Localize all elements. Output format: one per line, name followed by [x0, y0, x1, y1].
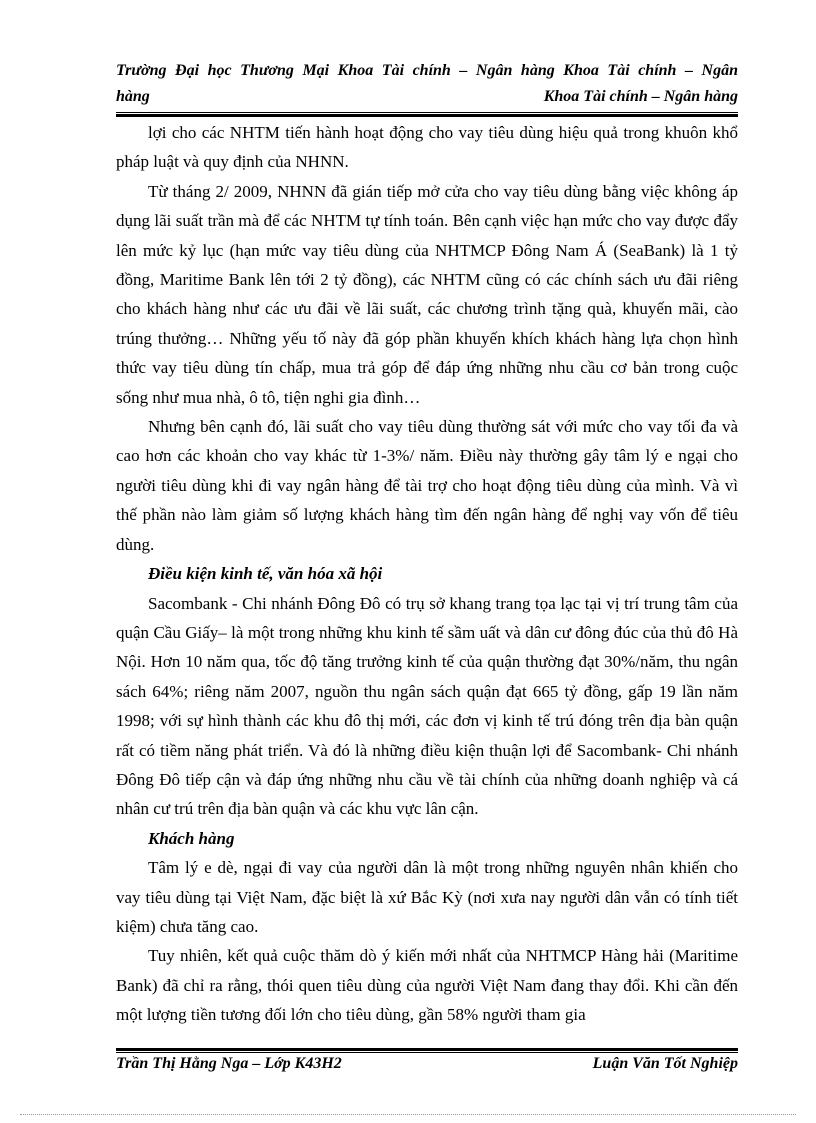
- header-line-2: [116, 84, 738, 110]
- page-footer: [116, 1052, 738, 1076]
- header-line-2-left: hàng: [116, 88, 150, 105]
- paragraph: lợi cho các NHTM tiến hành hoạt động cho vay tiêu dùng hiệu quả trong khuôn khổ pháp luật và quy định của NHNN.: [116, 123, 738, 172]
- document-body: [116, 118, 738, 1030]
- page-header: [116, 58, 738, 110]
- paragraph: Tâm lý e dè, ngại đi vay của người dân là một trong những nguyên nhân khiến cho vay tiêu dùng tại Việt Nam, đặc biệt là xứ Bắc Kỳ (nơi xưa nay người dân vẫn có tính tiết kiệm) chưa tăng cao.: [116, 858, 738, 936]
- footer-author: Trần Thị Hằng Nga – Lớp K43H2: [116, 1055, 342, 1072]
- page-boundary: [20, 1114, 796, 1115]
- header-line-1: Trường Đại học Thương Mại Khoa Tài chính – Ngân hàng Khoa Tài chính – Ngân: [116, 62, 738, 79]
- paragraph: Từ tháng 2/ 2009, NHNN đã gián tiếp mở cửa cho vay tiêu dùng bằng việc không áp dụng lãi suất trần mà để các NHTM tự tính toán. Bên cạnh việc hạn mức cho vay được đẩy lên mức kỷ lục (hạn mức vay tiêu dùng của NHTMCP Đông Nam Á (SeaBank) là 1 tỷ đồng, Maritime Bank lên tới 2 tỷ đồng), các NHTM cũng có các chính sách ưu đãi riêng cho khách hàng như các ưu đãi về lãi suất, các chương trình tặng quà, khuyến mãi, cào trúng thưởng… Những yếu tố này đã góp phần khuyến khích khách hàng lựa chọn hình thức vay tiêu dùng tín chấp, mua trả góp để đáp ứng những nhu cầu cơ bản trong cuộc sống như mua nhà, ô tô, tiện nghi gia đình…: [116, 181, 738, 407]
- paragraph: Sacombank - Chi nhánh Đông Đô có trụ sở khang trang tọa lạc tại vị trí trung tâm của quận Cầu Giấy– là một trong những khu kinh tế sầm uất và dân cư đông đúc của thủ đô Hà Nội. Hơn 10 năm qua, tốc độ tăng trưởng kinh tế của quận thường đạt 30%/năm, thu ngân sách 64%; riêng năm 2007, nguồn thu ngân sách quận đạt 665 tỷ đồng, gấp 19 lần năm 1998; với sự hình thành các khu đô thị mới, các đơn vị kinh tế trú đóng trên địa bàn quận rất có tiềm năng phát triển. Và đó là những điều kiện thuận lợi để Sacombank- Chi nhánh Đông Đô tiếp cận và đáp ứng những nhu cầu về tài chính của những doanh nghiệp và cá nhân cư trú trên địa bàn quận và các khu vực lân cận.: [116, 593, 738, 819]
- paragraph: Tuy nhiên, kết quả cuộc thăm dò ý kiến mới nhất của NHTMCP Hàng hải (Maritime Bank) đã chỉ ra rằng, thói quen tiêu dùng của người Việt Nam đang thay đổi. Khi cần đến một lượng tiền tương đối lớn cho tiêu dùng, gần 58% người tham gia: [116, 946, 738, 1025]
- subheading-economic-conditions: Điều kiện kinh tế, văn hóa xã hội: [148, 564, 383, 584]
- header-divider: [116, 112, 738, 117]
- footer-doc-type: Luận Văn Tốt Nghiệp: [592, 1055, 738, 1072]
- subheading-customers: Khách hàng: [148, 828, 235, 848]
- header-line-2-right: Khoa Tài chính – Ngân hàng: [543, 88, 738, 105]
- paragraph: Nhưng bên cạnh đó, lãi suất cho vay tiêu dùng thường sát với mức cho vay tối đa và cao hơn các khoản cho vay khác từ 1-3%/ năm. Điều này thường gây tâm lý e ngại cho người tiêu dùng khi đi vay ngân hàng để tài trợ cho hoạt động tiêu dùng của mình. Và vì thế phần nào làm giảm số lượng khách hàng tìm đến ngân hàng để nghị vay vốn để tiêu dùng.: [116, 417, 738, 554]
